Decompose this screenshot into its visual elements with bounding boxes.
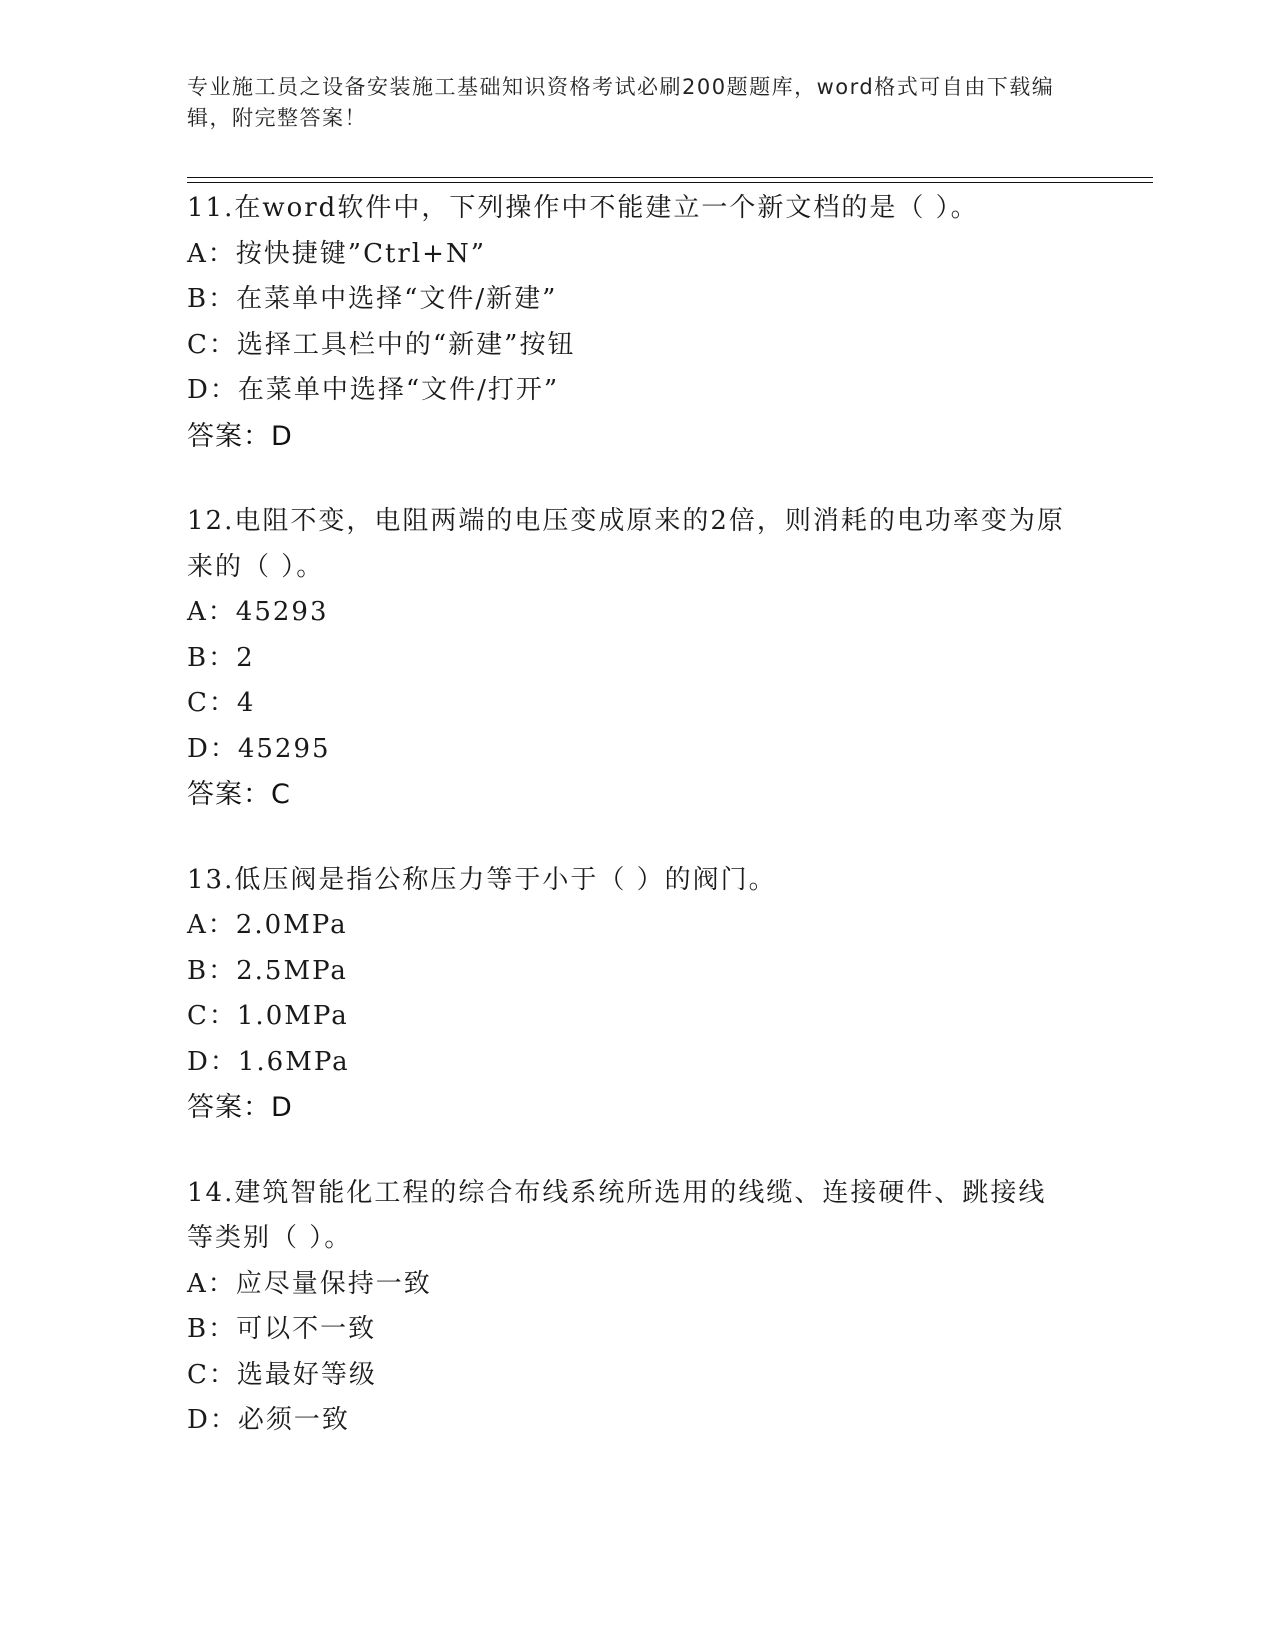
- option-a: A：按快捷键”Ctrl+N”: [187, 238, 486, 269]
- option-d: D：1.6MPa: [187, 1046, 350, 1077]
- question-block: [187, 186, 1087, 459]
- document-header: 专业施工员之设备安装施工基础知识资格考试必刷200题题库，word格式可自由下载编辑，附完整答案！: [187, 75, 1055, 130]
- question-block: [187, 858, 1087, 1131]
- option-c: C：选择工具栏中的“新建”按钮: [187, 329, 576, 360]
- option-c: C：1.0MPa: [187, 1001, 349, 1031]
- option-c: C：4: [187, 688, 256, 718]
- option-a: A：45293: [187, 597, 329, 627]
- question-block: [187, 499, 1087, 818]
- header-rule-top: [187, 177, 1153, 178]
- option-d: D：在菜单中选择“文件/打开”: [187, 375, 560, 405]
- question-list: [187, 186, 1087, 1484]
- header-rule-bottom: [187, 182, 1153, 183]
- option-d: D：45295: [187, 733, 331, 764]
- question-block: [187, 1171, 1087, 1444]
- option-d: D：必须一致: [187, 1405, 350, 1435]
- question-text: 11.在word软件中，下列操作中不能建立一个新文档的是（ ）。: [187, 193, 979, 223]
- option-b: B：可以不一致: [187, 1314, 377, 1344]
- question-text: 12.电阻不变，电阻两端的电压变成原来的2倍，则消耗的电功率变为原来的（ ）。: [187, 506, 1065, 582]
- question-text: 14.建筑智能化工程的综合布线系统所选用的线缆、连接硬件、跳接线等类别（ ）。: [187, 1177, 1047, 1253]
- option-c: C：选最好等级: [187, 1359, 377, 1390]
- question-text: 13.低压阀是指公称压力等于小于（ ）的阀门。: [187, 864, 777, 895]
- answer-text: 答案：D: [187, 420, 293, 452]
- option-b: B：2.5MPa: [187, 955, 348, 986]
- option-a: A：2.0MPa: [187, 910, 348, 940]
- option-b: B：2: [187, 642, 255, 673]
- answer-text: 答案：C: [187, 779, 291, 810]
- option-a: A：应尽量保持一致: [187, 1268, 432, 1299]
- option-b: B：在菜单中选择“文件/新建”: [187, 284, 558, 314]
- answer-text: 答案：D: [187, 1092, 293, 1123]
